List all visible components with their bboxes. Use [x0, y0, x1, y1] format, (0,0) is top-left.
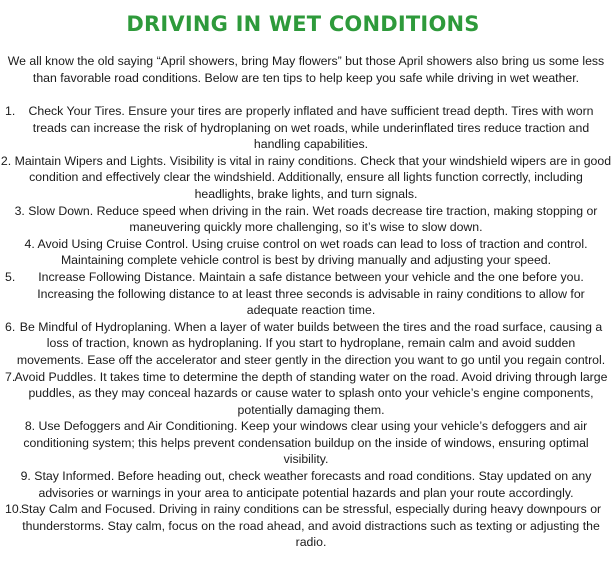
- tip-item-7: [0, 369, 612, 419]
- tip-text: Be Mindful of Hydroplaning. When a layer of water builds between the tires and the road surface, causing a loss of traction, known as hydroplaning. If you start to hydroplane, remain calm and avoid sudden movements. Ease off the accelerator and steer gently in the direction you want to go until you regain control.: [16, 319, 606, 367]
- tip-number: 7.: [5, 369, 16, 384]
- tip-item-5: [0, 269, 612, 319]
- tip-text: 2. Maintain Wipers and Lights. Visibility is vital in rainy conditions. Check that your windshield wipers are in good condition and effectively clear the windshield. Additionally, ensure all lights function correctly, including headlights, brake lights, and turn signals.: [0, 153, 612, 201]
- tip-text: Stay Calm and Focused. Driving in rainy conditions can be stressful, especially during heavy downpours or thunderstorms. Stay calm, focus on the road ahead, and avoid distractions such as texting or adjusting the radio.: [20, 502, 602, 550]
- tip-number: 5.: [5, 269, 16, 284]
- tip-item-3: [0, 203, 612, 236]
- tip-item-1: [0, 103, 612, 153]
- tip-item-10: [0, 501, 612, 551]
- tip-item-2: [0, 153, 612, 203]
- tip-item-6: [0, 319, 612, 369]
- tip-number: 10.: [5, 502, 23, 517]
- tip-text: Check Your Tires. Ensure your tires are properly inflated and have sufficient tread depth. Tires with worn treads can increase the risk of hydroplaning on wet roads, while underinflated tires reduce traction and handling capabilities.: [28, 104, 594, 152]
- tip-item-9: [0, 468, 612, 501]
- tip-text: 8. Use Defoggers and Air Conditioning. Keep your windows clear using your vehicle’s defoggers and air conditioning system; this helps prevent condensation buildup on the inside of windows, ensuring optimal visibility.: [23, 419, 589, 467]
- page-title: DRIVING IN WET CONDITIONS: [126, 12, 480, 36]
- tip-text: Increase Following Distance. Maintain a safe distance between your vehicle and the one before you. Increasing the following distance to at least three seconds is advisable in rainy conditions to allow for adequate reaction time.: [37, 269, 585, 318]
- tips-list: [0, 103, 612, 551]
- tip-text: 3. Slow Down. Reduce speed when driving in the rain. Wet roads decrease tire traction, making stopping or maneuvering quickly more challenging, so it’s wise to slow down.: [14, 203, 598, 235]
- tip-text: Avoid Puddles. It takes time to determine the depth of standing water on the road. Avoid driving through large puddles, as they may conceal hazards or cause water to splash onto your vehicle’s engine components, potentially damaging them.: [14, 369, 608, 417]
- tip-number: 6.: [5, 319, 16, 334]
- tip-text: 4. Avoid Using Cruise Control. Using cruise control on wet roads can lead to loss of traction and control. Maintaining complete vehicle control is best by driving manually and adjusting your speed.: [24, 236, 588, 268]
- intro-paragraph: We all know the old saying “April showers, bring May flowers” but those April showers also bring us some less than favorable road conditions. Below are ten tips to help keep you safe while driving in wet weather.: [7, 54, 605, 85]
- tip-item-8: [0, 418, 612, 468]
- tip-item-4: [0, 236, 612, 269]
- tip-text: 9. Stay Informed. Before heading out, check weather forecasts and road conditions. Stay updated on any advisories or warnings in your area to anticipate potential hazards and plan your route accordingly.: [20, 469, 592, 500]
- tip-number: 1.: [5, 104, 16, 118]
